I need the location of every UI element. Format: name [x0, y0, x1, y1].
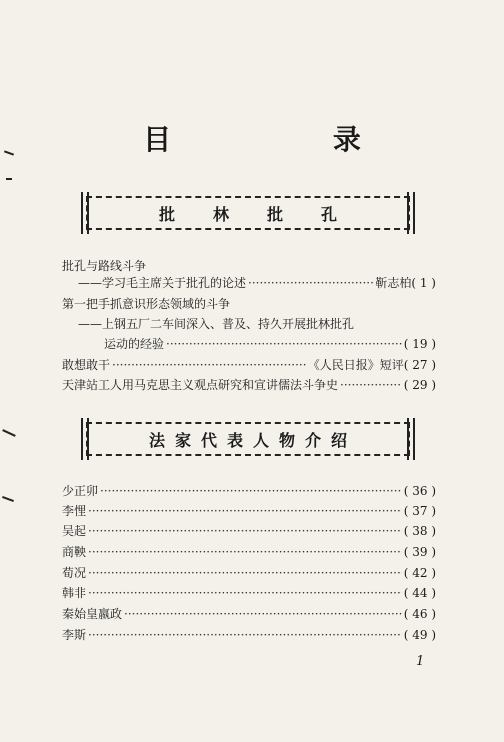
entry-page: ( 44 )	[403, 586, 436, 600]
toc-entry-4[interactable]	[62, 377, 436, 393]
dot-leader	[88, 544, 402, 560]
entry-text: 李悝	[62, 504, 87, 518]
dot-leader	[100, 483, 402, 499]
section-heading-box-2	[86, 422, 410, 456]
entry-page: ( 46 )	[403, 607, 436, 621]
entry-text: 商鞅	[62, 545, 87, 559]
entry-author: 《人民日报》短评	[307, 358, 404, 372]
dot-leader	[124, 606, 402, 622]
entry-text: 敢想敢干	[62, 358, 111, 372]
toc-entry-1[interactable]: 批孔与路线斗争	[62, 259, 147, 273]
toc-entry-3[interactable]	[62, 357, 436, 373]
entry-text: 吴起	[62, 524, 87, 538]
entry-text: 少正卯	[62, 484, 99, 498]
toc-entry-6[interactable]	[62, 503, 436, 519]
dot-leader	[248, 275, 373, 291]
dot-leader	[88, 565, 402, 581]
dot-leader	[88, 585, 402, 601]
toc-entry-10[interactable]	[62, 585, 436, 601]
section-heading-box-1	[86, 196, 410, 230]
toc-entry-11[interactable]	[62, 606, 436, 622]
section-heading-2: 法家代表人物介绍	[148, 430, 357, 450]
entry-text: 秦始皇嬴政	[62, 607, 123, 621]
dot-leader	[166, 336, 402, 352]
entry-page: ( 39 )	[403, 545, 436, 559]
dot-leader	[112, 357, 306, 373]
toc-entry-5[interactable]	[62, 483, 436, 499]
toc-entry-1-subtitle[interactable]	[78, 275, 436, 291]
entry-text: 韩非	[62, 586, 87, 600]
scan-mark	[2, 496, 14, 502]
section-heading-1: 批林批孔	[158, 204, 375, 224]
dot-leader	[88, 627, 402, 643]
toc-entry-8[interactable]	[62, 544, 436, 560]
entry-text: 天津站工人用马克思主义观点研究和宣讲儒法斗争史	[62, 378, 339, 392]
entry-text: ——学习毛主席关于批孔的论述	[78, 276, 247, 290]
toc-entry-2-subtitle-cont[interactable]	[104, 336, 436, 352]
toc-entry-7[interactable]	[62, 523, 436, 539]
entry-page: ( 27 )	[403, 358, 436, 372]
dot-leader	[340, 377, 402, 393]
entry-text: 李斯	[62, 628, 87, 642]
scan-mark	[6, 178, 12, 180]
entry-text: 荀况	[62, 566, 87, 580]
entry-page: ( 42 )	[403, 566, 436, 580]
dot-leader	[88, 503, 402, 519]
entry-page: ( 49 )	[403, 628, 436, 642]
toc-entry-12[interactable]	[62, 627, 436, 643]
scan-mark	[2, 429, 16, 437]
dot-leader	[88, 523, 402, 539]
entry-page: ( 1 )	[411, 276, 436, 290]
entry-page: ( 36 )	[403, 484, 436, 498]
entry-author: 靳志柏	[375, 276, 412, 290]
toc-entry-9[interactable]	[62, 565, 436, 581]
page-number: 1	[416, 654, 425, 669]
entry-page: ( 38 )	[403, 524, 436, 538]
toc-entry-2[interactable]: 第一把手抓意识形态领域的斗争	[62, 297, 231, 311]
toc-entry-2-subtitle[interactable]: ——上钢五厂二车间深入、普及、持久开展批林批孔	[78, 317, 355, 331]
entry-page: ( 37 )	[403, 504, 436, 518]
entry-page: ( 29 )	[403, 378, 436, 392]
entry-text: 运动的经验	[104, 337, 165, 351]
entry-page: ( 19 )	[403, 337, 436, 351]
page-title: 目 录	[143, 123, 437, 156]
